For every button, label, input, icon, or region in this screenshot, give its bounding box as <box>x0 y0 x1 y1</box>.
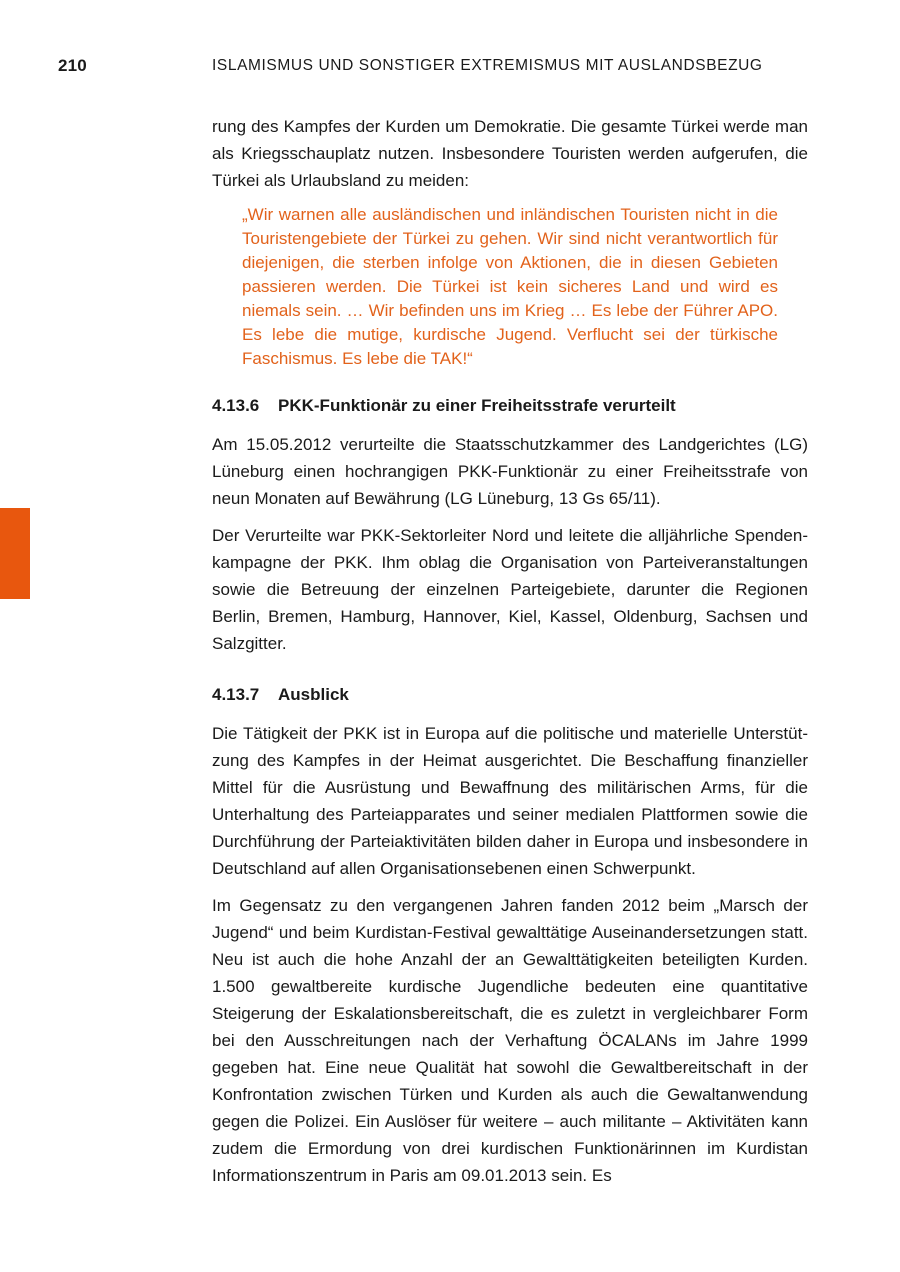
section-number: 4.13.7 <box>212 685 260 704</box>
page-body <box>212 113 808 1199</box>
section-number: 4.13.6 <box>212 396 260 415</box>
section-title: PKK-Funktionär zu einer Freiheitsstrafe verurteilt <box>278 396 676 415</box>
intro-paragraph: rung des Kampfes der Kurden um Demokratie. Die gesamte Türkei werde man als Kriegsschauplatz nutzen. Insbesondere Touristen werden aufgerufen, die Türkei als Urlaubsland zu meiden: <box>212 117 808 190</box>
section-heading-4-13-6 <box>212 393 808 419</box>
pkk-quote: „Wir warnen alle ausländischen und inländischen Touristen nicht in die Touristengebiete der Türkei zu gehen. Wir sind nicht verantwortlich für diejenigen, die sterben infolge von Aktionen, die in diesen Gebieten passieren werden. Die Türkei ist kein sicheres Land und wird es niemals sein. … Wir befinden uns im Krieg … Es lebe der Führer APO. Es lebe die mutige, kurdische Jugend. Verflucht sei der türkische Faschismus. Es lebe die TAK!“ <box>242 205 778 368</box>
page-number: 210 <box>58 56 87 75</box>
section-heading-4-13-7 <box>212 682 808 708</box>
running-header-title: ISLAMISMUS UND SONSTIGER EXTREMISMUS MIT AUSLANDSBEZUG <box>212 57 763 74</box>
section-title: Ausblick <box>278 685 349 704</box>
paragraph: Der Verurteilte war PKK-Sektorleiter Nord und leitete die alljährliche Spendenkampagne der PKK. Ihm oblag die Organisation von Parteiveranstaltungen sowie die Betreuung der einzelnen Parteigebiete, darunter die Regionen Berlin, Bremen, Hamburg, Hannover, Kiel, Kassel, Oldenburg, Sachsen und Salzgitter. <box>212 526 808 653</box>
paragraph: Am 15.05.2012 verurteilte die Staatsschutzkammer des Landgerichtes (LG) Lüneburg einen hochrangigen PKK-Funktionär zu einer Freiheitsstrafe von neun Monaten auf Bewährung (LG Lüneburg, 13 Gs 65/11). <box>212 435 808 508</box>
paragraph: Im Gegensatz zu den vergangenen Jahren fanden 2012 beim „Marsch der Jugend“ und beim Kurdistan-Festival gewalttätige Auseinandersetzungen statt. Neu ist auch die hohe Anzahl der an Gewalttätigkeiten beteiligten Kurden. 1.500 gewaltbereite kurdische Jugendliche bedeuten eine quantitative Steigerung der Eskalationsbereitschaft, die es zuletzt in vergleichbarer Form bei den Ausschreitungen nach der Verhaftung ÖCALANs im Jahre 1999 gegeben hat. Eine neue Qualität hat sowohl die Gewaltbereitschaft in der Konfrontation zwischen Türken und Kurden als auch die Gewaltanwendung gegen die Polizei. Ein Auslöser für weitere – auch militante – Aktivitäten kann zudem die Ermordung von drei kurdischen Funktionärinnen im Kurdistan Informationszentrum in Paris am 09.01.2013 sein. Es <box>212 896 808 1185</box>
chapter-side-tab <box>0 508 30 599</box>
paragraph: Die Tätigkeit der PKK ist in Europa auf die politische und materielle Unterstützung des Kampfes in der Heimat ausgerichtet. Die Beschaffung finanzieller Mittel für die Ausrüstung und Bewaffnung des militärischen Arms, für die Unterhaltung des Parteiapparates und seiner medialen Plattformen sowie die Durchführung der Parteiaktivitäten bilden daher in Europa und insbesondere in Deutschland auf allen Organisationsebenen einen Schwerpunkt. <box>212 724 808 878</box>
